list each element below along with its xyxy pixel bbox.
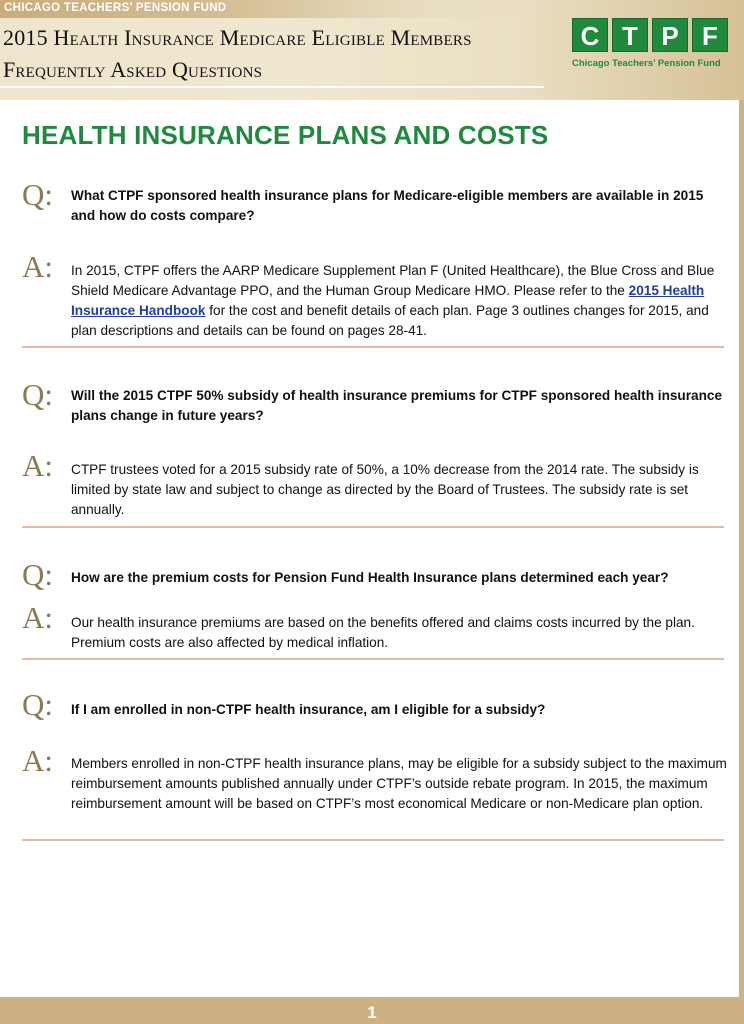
answer-marker: A: — [22, 743, 53, 778]
document-title — [3, 22, 472, 86]
logo-letter: C — [572, 18, 608, 52]
faq-divider — [22, 839, 724, 841]
question-text: How are the premium costs for Pension Fund Health Insurance plans determined each year? — [71, 570, 669, 585]
logo-letter: T — [612, 18, 648, 52]
logo-letters — [572, 18, 730, 52]
question-text: What CTPF sponsored health insurance plans for Medicare-eligible members are available in 2015 and how do costs compare? — [71, 188, 704, 223]
faq-divider — [22, 346, 724, 348]
faq-divider — [22, 658, 724, 660]
page-content — [0, 100, 739, 997]
org-banner — [0, 0, 744, 18]
answer-text-part: In 2015, CTPF offers the AARP Medicare Supplement Plan F (United Healthcare), the Blue Cross and Blue Shield Medicare Advantage PPO, and the Human Group Medicare HMO. Please refer to the — [71, 263, 715, 298]
page-edge — [739, 100, 744, 997]
answer-marker: A: — [22, 600, 53, 635]
logo-tagline: Chicago Teachers’ Pension Fund — [572, 58, 721, 69]
question-marker: Q: — [22, 177, 53, 212]
question-text: Will the 2015 CTPF 50% subsidy of health insurance premiums for CTPF sponsored health insurance plans change in future years? — [71, 388, 723, 423]
answer-text-part: for the cost and benefit details of each plan. Page 3 outlines changes for 2015, and plan descriptions and details can be found on pages 28-41. — [71, 303, 709, 338]
question-marker: Q: — [22, 377, 53, 412]
page-number: 1 — [367, 1003, 377, 1022]
page-footer — [0, 997, 744, 1024]
logo-letter: P — [652, 18, 688, 52]
ctpf-logo — [572, 18, 730, 76]
answer-text: Members enrolled in non-CTPF health insurance plans, may be eligible for a subsidy subject to the maximum reimbursement amounts published annually under CTPF’s outside rebate program. In 2015, the maximum reimbursement amount will be based on CTPF’s most economical Medicare or non-Medicare plan option. — [71, 756, 727, 811]
document-title-line2: Frequently Asked Questions — [3, 57, 263, 82]
page-header — [0, 0, 744, 100]
logo-letter: F — [692, 18, 728, 52]
question-text: If I am enrolled in non-CTPF health insurance, am I eligible for a subsidy? — [71, 702, 546, 717]
question-marker: Q: — [22, 557, 53, 592]
document-title-line1: 2015 Health Insurance Medicare Eligible Members — [3, 25, 472, 50]
answer-text — [71, 261, 729, 341]
faq-divider — [22, 526, 724, 528]
question-marker: Q: — [22, 687, 53, 722]
answer-text: CTPF trustees voted for a 2015 subsidy rate of 50%, a 10% decrease from the 2014 rate. The subsidy is limited by state law and subject to change as directed by the Board of Trustees. The subsidy rate is set annually. — [71, 462, 699, 517]
org-name: CHICAGO TEACHERS’ PENSION FUND — [4, 2, 227, 14]
answer-marker: A: — [22, 448, 53, 483]
title-divider — [0, 86, 544, 88]
answer-text: Our health insurance premiums are based on the benefits offered and claims costs incurred by the plan. Premium costs are also affected by medical inflation. — [71, 615, 695, 650]
answer-marker: A: — [22, 249, 53, 284]
health-insurance-handbook-link[interactable]: 2015 Health Insurance Handbook — [71, 283, 705, 318]
section-title: HEALTH INSURANCE PLANS AND COSTS — [22, 120, 549, 150]
